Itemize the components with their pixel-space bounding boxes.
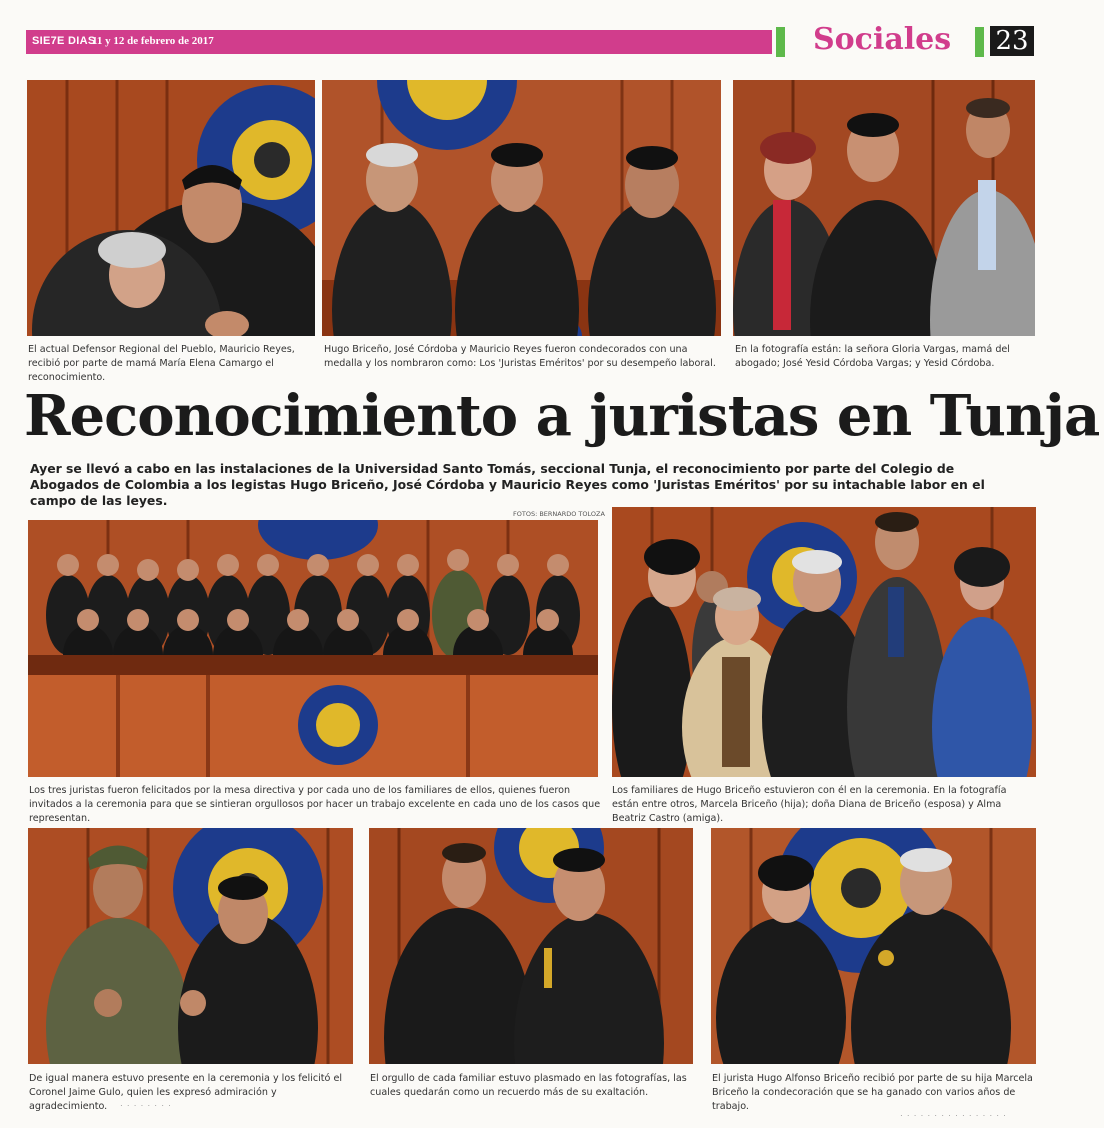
caption-middle-right: Los familiares de Hugo Briceño estuvieron con él en la ceremonia. En la fotografía están entre otros, Marcela Briceño (hija); doña Diana de Briceño (esposa) y Alma Beatriz Castro (amiga). xyxy=(612,785,1007,824)
caption-top-middle: Hugo Briceño, José Córdoba y Mauricio Reyes fueron condecorados con una medalla y los nombraron como: Los 'Juristas Eméritos' por su desempeño laboral. xyxy=(324,344,716,369)
issue-date: 11 y 12 de febrero de 2017 xyxy=(92,35,214,47)
caption-bottom-left: De igual manera estuvo presente en la ceremonia y los felicitó el Coronel Jaime Gulo, quien les expresó admiración y agradecimiento. xyxy=(29,1073,343,1112)
photo-bottom-right xyxy=(711,828,1036,1064)
lede: Ayer se llevó a cabo en las instalaciones de la Universidad Santo Tomás, seccional Tunja, el reconocimiento por parte del Colegio de Abogados de Colombia a los legistas Hugo Briceño, José Córdoba y Mauricio Reyes como 'Juristas Eméritos' por su intachable labor en el campo de las leyes. xyxy=(30,461,985,508)
caption-bottom-right: El jurista Hugo Alfonso Briceño recibió por parte de su hija Marcela Briceño la condecoración que se ha ganado con varios años de trabajo. xyxy=(712,1073,1033,1112)
photo-bottom-middle xyxy=(369,828,693,1064)
section-title: Sociales xyxy=(813,22,952,57)
photo-top-left xyxy=(27,80,315,336)
photo-top-middle xyxy=(322,80,721,336)
page-tab-marker xyxy=(975,27,984,57)
caption-top-left: El actual Defensor Regional del Pueblo, Mauricio Reyes, recibió por parte de mamá María Elena Camargo el reconocimiento. xyxy=(28,344,295,383)
caption-top-right: En la fotografía están: la señora Gloria Vargas, mamá del abogado; José Yesid Córdoba Vargas; y Yesid Córdoba. xyxy=(735,344,1010,369)
page-number: 23 xyxy=(990,26,1034,56)
caption-bottom-middle: El orgullo de cada familiar estuvo plasmado en las fotografías, las cuales quedarán como un recuerdo más de su exaltación. xyxy=(370,1073,687,1098)
photo-middle-right xyxy=(612,507,1036,777)
photo-middle-left xyxy=(28,520,598,777)
headline: Reconocimiento a juristas en Tunja xyxy=(24,383,1100,449)
photo-top-right xyxy=(733,80,1035,336)
decorative-dots: · · · · · · · · xyxy=(120,1101,172,1110)
section-tab-marker xyxy=(776,27,785,57)
photo-bottom-left xyxy=(28,828,353,1064)
photo-credit: FOTOS: BERNARDO TOLOZA xyxy=(513,510,605,518)
caption-middle-left: Los tres juristas fueron felicitados por la mesa directiva y por cada uno de los familiares de ellos, quienes fueron invitados a la ceremonia para que se sintieran orgullosos por hacer un trabajo excelente en cada uno de los casos que representan. xyxy=(29,785,601,824)
newspaper-brand: SIE7E DIAS xyxy=(32,35,96,47)
decorative-dots: · · · · · · · · · · · · · · · · xyxy=(900,1111,1007,1120)
